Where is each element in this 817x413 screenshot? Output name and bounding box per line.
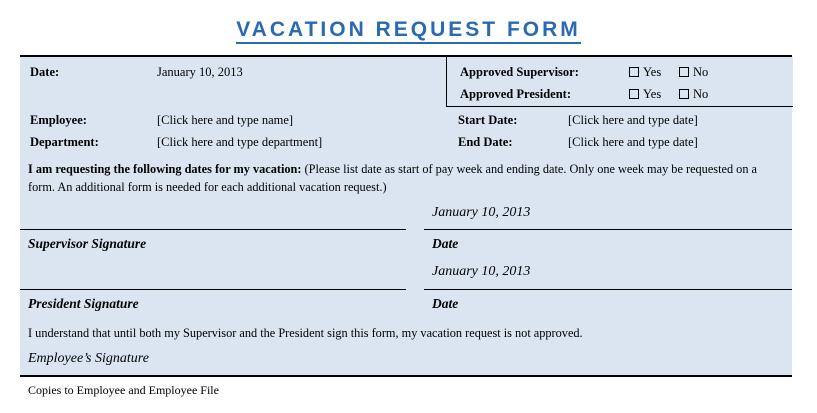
checkbox-icon[interactable] [679, 67, 689, 77]
approved-supervisor-no[interactable]: No [679, 65, 708, 80]
president-date-label: Date [432, 296, 459, 311]
date-label: Date: [30, 65, 60, 79]
request-paragraph [28, 160, 783, 196]
form-title: VACATION REQUEST FORM [236, 18, 581, 44]
request-normal-text: (Please list date as start of pay week and ending date. Only one week may be requested on a form. An additional form is needed for each additional vacation request.) [28, 162, 757, 194]
supervisor-date-value[interactable]: January 10, 2013 [432, 205, 531, 220]
approved-supervisor-yes[interactable]: Yes [629, 65, 661, 80]
supervisor-date-label: Date [432, 236, 459, 251]
employee-signature-label: Employee’s Signature [28, 351, 149, 366]
date-value[interactable]: January 10, 2013 [157, 65, 243, 79]
approved-president-label: Approved President: [460, 87, 571, 101]
start-date-label: Start Date: [458, 113, 518, 127]
president-date-value[interactable]: January 10, 2013 [432, 264, 531, 279]
approved-supervisor-label: Approved Supervisor: [460, 65, 579, 79]
president-signature-line [20, 289, 406, 290]
end-date-field[interactable]: [Click here and type date] [568, 135, 698, 149]
department-field[interactable]: [Click here and type department] [157, 135, 323, 149]
start-date-field[interactable]: [Click here and type date] [568, 113, 698, 127]
footer-note: Copies to Employee and Employee File [28, 383, 219, 397]
approved-president-no[interactable]: No [679, 87, 708, 102]
president-date-line [424, 289, 792, 290]
form-title-wrap [0, 18, 817, 42]
end-date-label: End Date: [458, 135, 513, 149]
request-bold-text: I am requesting the following dates for my vacation: [28, 162, 302, 176]
approvals-box [446, 57, 793, 107]
vacation-form [20, 55, 792, 377]
supervisor-signature-label: Supervisor Signature [28, 236, 147, 251]
checkbox-icon[interactable] [629, 67, 639, 77]
employee-label: Employee: [30, 113, 87, 127]
approved-president-yes[interactable]: Yes [629, 87, 661, 102]
checkbox-icon[interactable] [629, 89, 639, 99]
understand-statement: I understand that until both my Supervisor and the President sign this form, my vacation request is not approved. [28, 326, 583, 340]
supervisor-signature-line [20, 229, 406, 230]
supervisor-date-line [424, 229, 792, 230]
employee-field[interactable]: [Click here and type name] [157, 113, 294, 127]
checkbox-icon[interactable] [679, 89, 689, 99]
department-label: Department: [30, 135, 99, 149]
president-signature-label: President Signature [28, 296, 139, 311]
